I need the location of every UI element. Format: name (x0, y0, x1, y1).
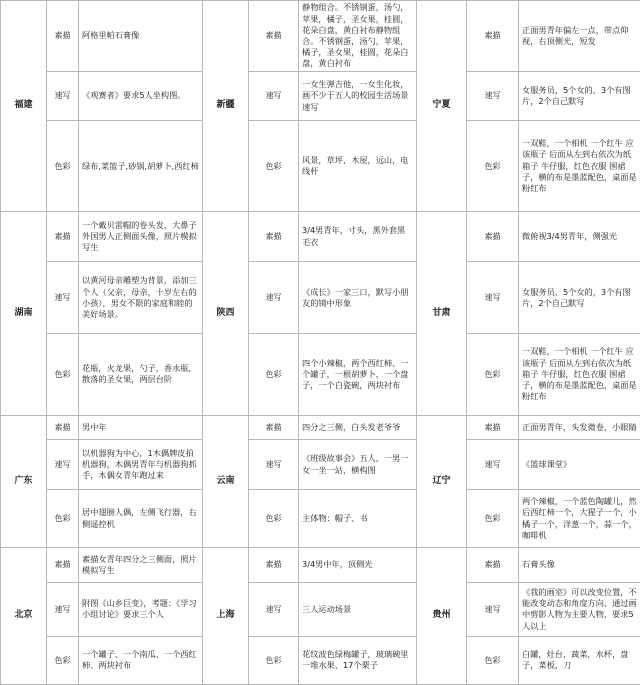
subject-type-cell: 素描 (47, 1, 79, 72)
subject-type-cell: 速写 (47, 262, 79, 334)
topic-content-cell: 绿布,菜篮子,砂锅,胡萝卜,西红柿 (79, 121, 203, 212)
subject-type-cell: 速写 (467, 583, 519, 636)
topic-content-cell: 女服务员，5个女的，3个有图片，2个自己默写 (519, 262, 640, 334)
topic-content-cell: 《观赛者》要求5人坐构图。 (79, 71, 203, 120)
table-row (1, 334, 640, 416)
topic-content-cell: 花纹波色绿梅罐子，玻璃碗里一堆水果、17个栗子 (299, 636, 417, 684)
topic-content-cell: 以黄河母亲雕塑为背景，添加三个人（父亲，母亲，十岁左右的小孩），男女不限的家庭和睦的美好场景。 (79, 262, 203, 334)
table-row (1, 211, 640, 261)
topic-content-cell: 3/4男中年，顶侧光 (299, 547, 417, 582)
subject-type-cell: 色彩 (47, 121, 79, 212)
topic-content-cell: 主体物：帽子、书 (299, 490, 417, 547)
table-row (1, 490, 640, 547)
table-row (1, 1, 640, 72)
subject-type-cell: 素描 (249, 1, 299, 72)
topic-content-cell: 附图《山乡巨变》，考题：《学习小组讨论》要求三个人 (79, 583, 203, 636)
subject-type-cell: 速写 (47, 439, 79, 489)
subject-type-cell: 色彩 (249, 334, 299, 416)
province-cell: 贵州 (417, 547, 467, 684)
topic-content-cell: 《成长》一家三口，默写小朋友的镜中形象 (299, 262, 417, 334)
subject-type-cell: 素描 (47, 547, 79, 582)
topic-content-cell: 四分之三侧，白头发老爷爷 (299, 415, 417, 439)
topic-content-cell: 静物组合。不锈钢蛋，汤勺，苹果，橘子，圣女果，桂圆，花朵白盘，黄白衬布静物组合。不锈钢蛋，汤勺，苹果，橘子，圣女果，桂圆，花朵白盘，黄白衬布 (299, 1, 417, 72)
topic-content-cell: 白罐，灶台，蔬菜，水杯，盘子，菜板，刀 (519, 636, 640, 684)
subject-type-cell: 速写 (249, 583, 299, 636)
province-cell: 辽宁 (417, 415, 467, 547)
topic-content-cell: 正面男青年偏左一点，带点仰视，右顶侧光，短发 (519, 1, 640, 72)
subject-type-cell: 色彩 (467, 334, 519, 416)
province-cell: 上海 (203, 547, 249, 684)
subject-type-cell: 色彩 (249, 490, 299, 547)
table-row (1, 121, 640, 212)
table-row (1, 439, 640, 489)
topic-content-cell: 正面男青年，头发微卷，小眼睛 (519, 415, 640, 439)
topic-content-cell: 四个小辣椒，两个西红柿、一个罐子，一根胡萝卜，一个盘子，一个白瓷碗，两块衬布 (299, 334, 417, 416)
topic-content-cell: 阿格里帕石膏像 (79, 1, 203, 72)
province-cell: 云南 (203, 415, 249, 547)
table-row (1, 262, 640, 334)
topic-content-cell: 《班级故事会》五人，一男一女一坐一站，横构图 (299, 439, 417, 489)
topic-content-cell: 《我的画室》可以改变位置，不能改变动态和角度方向、通过画中剪影人物为主要人物，要求5人以上 (519, 583, 640, 636)
table-row (1, 415, 640, 439)
subject-type-cell: 素描 (467, 547, 519, 582)
subject-type-cell: 速写 (47, 583, 79, 636)
table-row (1, 71, 640, 120)
subject-type-cell: 色彩 (467, 636, 519, 684)
subject-type-cell: 速写 (47, 71, 79, 120)
subject-type-cell: 色彩 (249, 636, 299, 684)
subject-type-cell: 速写 (249, 71, 299, 120)
province-cell: 北京 (1, 547, 47, 684)
subject-type-cell: 色彩 (47, 636, 79, 684)
subject-type-cell: 素描 (467, 211, 519, 261)
subject-type-cell: 色彩 (47, 334, 79, 416)
province-cell: 甘肃 (417, 211, 467, 415)
province-cell: 广东 (1, 415, 47, 547)
topic-content-cell: 微俯视3/4男青年，侧强光 (519, 211, 640, 261)
subject-type-cell: 素描 (249, 211, 299, 261)
province-cell: 陕西 (203, 211, 249, 415)
topic-content-cell: 女服务员，5个女的，3个有图片，2个自己默写 (519, 71, 640, 120)
subject-type-cell: 素描 (249, 547, 299, 582)
table-body (1, 1, 640, 685)
topic-content-cell: 《篮球课堂》 (519, 439, 640, 489)
topic-content-cell: 三人运动场景 (299, 583, 417, 636)
subject-type-cell: 速写 (249, 439, 299, 489)
topic-content-cell: 一个罐子、一个南瓜、一个西红柿、两块衬布 (79, 636, 203, 684)
topic-content-cell: 风景，草坪，木屋，远山，电线杆 (299, 121, 417, 212)
topic-content-cell: 一双鞋，一个相机 一个红牛 应该瓶子 后面从左到右依次为纸箱子 牛仔服，红色衣服 围裙子，横的布是墨蓝配色，桌面是粉红布 (519, 334, 640, 416)
topic-content-cell: 男中年 (79, 415, 203, 439)
subject-type-cell: 素描 (467, 1, 519, 72)
subject-type-cell: 速写 (467, 71, 519, 120)
subject-type-cell: 速写 (467, 439, 519, 489)
topic-content-cell: 花瓶，火龙果，勺子，香水瓶，散落的圣女果，两层台阶 (79, 334, 203, 416)
topic-content-cell: 石膏头像 (519, 547, 640, 582)
topic-content-cell: 素描女青年四分之三侧面，照片模拟写生 (79, 547, 203, 582)
table-row (1, 547, 640, 582)
province-cell: 宁夏 (417, 1, 467, 212)
table-row (1, 583, 640, 636)
subject-type-cell: 色彩 (249, 121, 299, 212)
topic-content-cell: 以机器狗为中心，1木偶牌皮拍机器狗，木偶男青年与机器狗抓手，木偶女青年跑过来 (79, 439, 203, 489)
table-row (1, 636, 640, 684)
subject-type-cell: 速写 (467, 262, 519, 334)
subject-type-cell: 色彩 (47, 490, 79, 547)
topic-content-cell: 两个辣椒，一个蓝色陶罐儿，然后西红柿一个，大猩子一个，小橘子一个，洋葱一个，蒜一个，咖啡机 (519, 490, 640, 547)
subject-type-cell: 素描 (47, 415, 79, 439)
subject-type-cell: 色彩 (467, 490, 519, 547)
topic-content-cell: 一双鞋，一个相机 一个红牛 应该瓶子 后面从左到右依次为纸箱子 牛仔服，红色衣服 围裙子，横的布是墨蓝配色，桌面是粉红布 (519, 121, 640, 212)
subject-type-cell: 色彩 (467, 121, 519, 212)
topic-content-cell: 3/4男青年，寸头，黑外套黑毛衣 (299, 211, 417, 261)
subject-type-cell: 速写 (249, 262, 299, 334)
topic-content-cell: 一女生弹吉他，一女生化妆，画不少于五人的校园生活场景速写 (299, 71, 417, 120)
subject-type-cell: 素描 (47, 211, 79, 261)
topic-content-cell: 一个戴贝雷帽的卷头发、大鼻子外国男人正侧面头像，照片模拟写生 (79, 211, 203, 261)
province-cell: 湖南 (1, 211, 47, 415)
subject-type-cell: 素描 (249, 415, 299, 439)
topic-content-cell: 居中翅膀人偶，左侧飞行器，右侧遥控机 (79, 490, 203, 547)
province-cell: 福建 (1, 1, 47, 212)
province-cell: 新疆 (203, 1, 249, 212)
subject-type-cell: 素描 (467, 415, 519, 439)
